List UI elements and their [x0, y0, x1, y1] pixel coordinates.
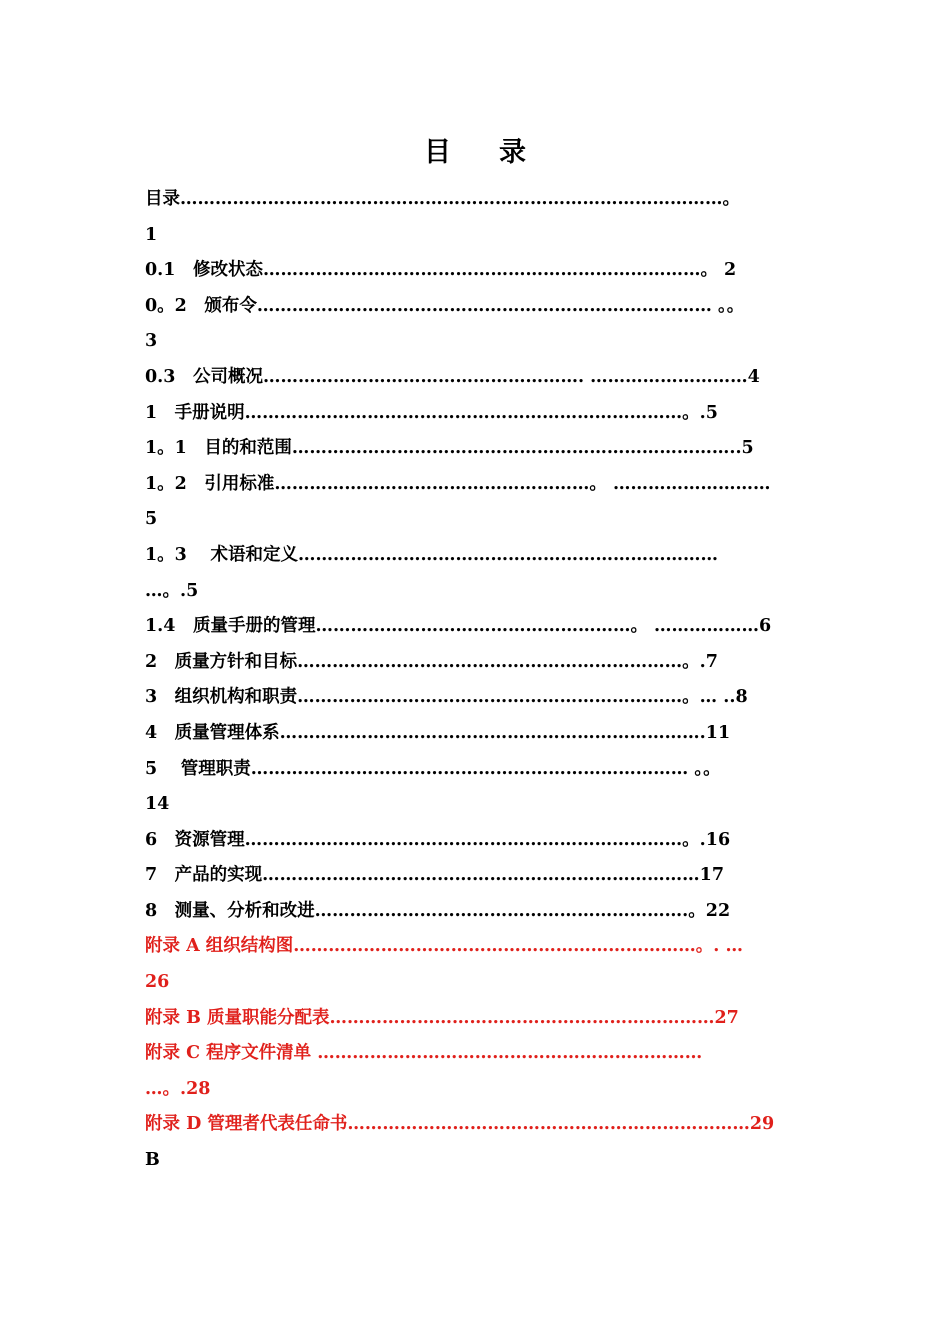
toc-line[interactable]: 5 管理职责………………………………………………………………… 。。 — [145, 758, 721, 779]
toc-line[interactable]: 0.1 修改状态…………………………………………………………………。 2 — [145, 260, 737, 281]
toc-line: B — [145, 1150, 160, 1171]
page-title — [0, 130, 950, 169]
table-of-contents — [145, 182, 825, 1179]
toc-line-appendix[interactable]: 附录 D 管理者代表任命书……………………………………………………………29 — [145, 1114, 775, 1135]
toc-line-appendix[interactable]: 26 — [145, 972, 170, 993]
toc-line[interactable]: 1 手册说明…………………………………………………………………。.5 — [145, 402, 718, 423]
toc-line[interactable]: 8 测量、分析和改进……………………………………………………….。22 — [145, 900, 731, 921]
toc-line[interactable]: 0.3 公司概况………………………………………………. ………………………4 — [145, 366, 760, 387]
toc-line[interactable]: 7 产品的实现…………………………………………………………………17 — [145, 865, 725, 886]
toc-line[interactable]: 1 — [145, 224, 158, 245]
toc-line-appendix[interactable]: 附录 A 组织结构图……………………………………………………………。. … — [145, 936, 743, 957]
page-title-right: 录 — [499, 137, 526, 168]
toc-line[interactable]: 0。2 颁布令…………………………………………………………………… 。。 — [145, 295, 745, 316]
page-title-left: 目 — [424, 137, 451, 168]
toc-line[interactable]: 目录…………………………………………………………………………………。 — [145, 189, 740, 209]
toc-line[interactable]: 6 资源管理…………………………………………………………………。.16 — [145, 829, 731, 850]
toc-line[interactable]: 1。1 目的和范围…………………………………………………………………..5 — [145, 438, 754, 459]
toc-line-appendix[interactable]: 附录 B 质量职能分配表…………………………………………………………27 — [145, 1007, 739, 1028]
toc-line[interactable]: 2 质量方针和目标…………………………………………………………。.7 — [145, 651, 718, 672]
toc-line-appendix[interactable]: …。.28 — [145, 1078, 211, 1099]
toc-line[interactable]: 1.4 质量手册的管理………………………………………………。 ………………6 — [145, 616, 772, 637]
toc-line[interactable]: 3 组织机构和职责…………………………………………………………。… ..8 — [145, 687, 748, 708]
toc-line-appendix[interactable]: 附录 C 程序文件清单 ………………………………………………………… — [145, 1043, 703, 1064]
toc-line[interactable]: …。.5 — [145, 580, 199, 601]
toc-line[interactable]: 3 — [145, 331, 158, 352]
toc-line[interactable]: 5 — [145, 509, 158, 530]
toc-line[interactable]: 4 质量管理体系……………………………………………………………….11 — [145, 722, 731, 743]
toc-line[interactable]: 1。2 引用标准………………………………………………。 ……………………… — [145, 473, 771, 494]
toc-line[interactable]: 14 — [145, 794, 170, 815]
toc-line[interactable]: 1。3 术语和定义……………………………………………………………… — [145, 544, 718, 565]
